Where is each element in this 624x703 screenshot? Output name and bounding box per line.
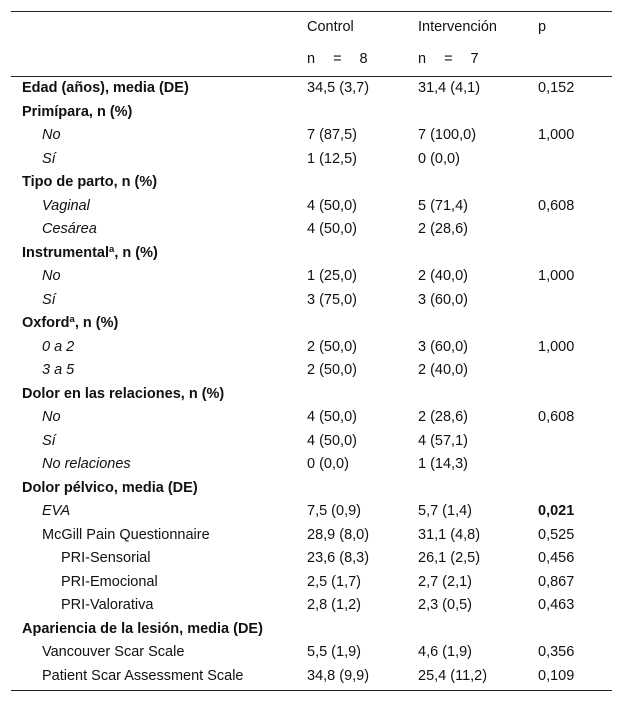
table-row	[11, 218, 612, 241]
row-label: Sí	[42, 291, 56, 308]
n-equals: =	[444, 51, 453, 67]
cell-intervencion: 26,1 (2,5)	[418, 550, 481, 566]
row-label: McGill Pain Questionnaire	[42, 526, 210, 543]
n-label: n	[418, 51, 427, 67]
footnote-marker: a	[69, 314, 75, 325]
n-equals: =	[333, 51, 342, 67]
row-label: PRI-Emocional	[61, 573, 158, 590]
table-row	[11, 265, 612, 288]
table-row	[11, 571, 612, 594]
cell-control: 4 (50,0)	[307, 409, 357, 425]
cell-intervencion: 2 (28,6)	[418, 221, 468, 237]
header-control: Control	[307, 19, 354, 35]
cell-p: 0,867	[538, 573, 575, 590]
table-row	[11, 383, 612, 406]
table-row	[11, 148, 612, 171]
table-row	[11, 641, 612, 664]
table-row	[11, 312, 612, 335]
row-label: Patient Scar Assessment Scale	[42, 667, 244, 684]
cell-control: 2 (50,0)	[307, 338, 357, 355]
row-label: 0 a 2	[42, 338, 75, 355]
cell-intervencion: 4,6 (1,9)	[418, 644, 472, 660]
cell-control: 34,5 (3,7)	[307, 80, 370, 96]
table-row	[11, 242, 612, 265]
cell-control: 7 (87,5)	[307, 127, 357, 143]
row-label: Edad (años), media (DE)	[22, 80, 189, 96]
cell-control: 28,9 (8,0)	[307, 526, 370, 543]
row-label: Sí	[42, 432, 56, 449]
cell-control: 2,8 (1,2)	[307, 597, 361, 613]
row-label: No	[42, 409, 61, 425]
row-label: Vancouver Scar Scale	[42, 644, 185, 660]
top-rule	[11, 11, 612, 12]
cell-p: 1,000	[538, 338, 575, 355]
table-row	[11, 289, 612, 312]
n-intervencion	[418, 48, 479, 71]
row-label: PRI-Valorativa	[61, 597, 154, 613]
table-row	[11, 594, 612, 617]
cell-intervencion: 2 (40,0)	[418, 268, 468, 284]
cell-p-significant: 0,021	[538, 503, 575, 519]
n-control	[307, 48, 368, 71]
cell-control: 23,6 (8,3)	[307, 550, 370, 566]
cell-intervencion: 5 (71,4)	[418, 197, 468, 214]
header-n-row	[11, 48, 612, 71]
cell-intervencion: 2,7 (2,1)	[418, 573, 472, 590]
section-label: Dolor pélvico, media (DE)	[22, 479, 198, 496]
table-row	[11, 430, 612, 453]
bottom-rule	[11, 690, 612, 691]
cell-intervencion: 4 (57,1)	[418, 432, 468, 449]
cell-intervencion: 5,7 (1,4)	[418, 503, 472, 519]
cell-p: 0,356	[538, 644, 575, 660]
row-label: No	[42, 268, 61, 284]
cell-intervencion: 31,4 (4,1)	[418, 80, 481, 96]
n-control-value: 8	[359, 51, 368, 67]
cell-control: 5,5 (1,9)	[307, 644, 361, 660]
section-label-text: Instrumental	[22, 244, 110, 261]
cell-control: 4 (50,0)	[307, 432, 357, 449]
cell-control: 2 (50,0)	[307, 362, 357, 378]
table-row	[11, 101, 612, 124]
cell-intervencion: 3 (60,0)	[418, 338, 468, 355]
row-label: No	[42, 127, 61, 143]
cell-p: 0,608	[538, 409, 575, 425]
row-label: No relaciones	[42, 456, 131, 472]
section-label: Apariencia de la lesión, media (DE)	[22, 620, 263, 637]
cell-control: 34,8 (9,9)	[307, 667, 370, 684]
cell-p: 0,525	[538, 526, 575, 543]
cell-intervencion: 25,4 (11,2)	[418, 667, 488, 684]
cell-intervencion: 0 (0,0)	[418, 150, 460, 167]
table-row	[11, 547, 612, 570]
table-row	[11, 477, 612, 500]
header-intervencion: Intervención	[418, 19, 497, 35]
row-label: Cesárea	[42, 221, 97, 237]
table-row	[11, 453, 612, 476]
cell-control: 1 (25,0)	[307, 268, 357, 284]
cell-intervencion: 31,1 (4,8)	[418, 526, 481, 543]
table-row	[11, 618, 612, 641]
cell-intervencion: 2,3 (0,5)	[418, 597, 472, 613]
section-label-suffix: , n (%)	[74, 315, 119, 331]
cell-control: 7,5 (0,9)	[307, 503, 361, 519]
cell-intervencion: 1 (14,3)	[418, 456, 468, 472]
row-label: Vaginal	[42, 197, 90, 214]
section-label	[22, 242, 158, 265]
header-row	[11, 16, 612, 39]
cell-p: 0,608	[538, 197, 575, 214]
cell-intervencion: 3 (60,0)	[418, 291, 468, 308]
table-row	[11, 665, 612, 688]
cell-p: 0,456	[538, 550, 575, 566]
table-row	[11, 524, 612, 547]
table-row	[11, 124, 612, 147]
section-label-suffix: , n (%)	[114, 244, 158, 261]
section-label	[22, 312, 118, 335]
n-label: n	[307, 51, 316, 67]
cell-control: 4 (50,0)	[307, 221, 357, 237]
table-row	[11, 77, 612, 100]
footnote-marker: a	[109, 243, 115, 255]
cell-intervencion: 7 (100,0)	[418, 127, 477, 143]
cell-control: 2,5 (1,7)	[307, 573, 361, 590]
section-label-text: Oxford	[22, 315, 70, 331]
row-label: 3 a 5	[42, 362, 75, 378]
table-row	[11, 195, 612, 218]
cell-control: 3 (75,0)	[307, 291, 357, 308]
table-row	[11, 171, 612, 194]
cell-intervencion: 2 (28,6)	[418, 409, 468, 425]
row-label: EVA	[42, 503, 71, 519]
table-row	[11, 359, 612, 382]
cell-control: 4 (50,0)	[307, 197, 357, 214]
section-label: Primípara, n (%)	[22, 103, 133, 120]
cell-control: 1 (12,5)	[307, 150, 357, 167]
cell-intervencion: 2 (40,0)	[418, 362, 468, 378]
table-row	[11, 336, 612, 359]
cell-p: 0,463	[538, 597, 575, 613]
n-intervencion-value: 7	[470, 51, 479, 67]
cell-p: 0,109	[538, 667, 575, 684]
section-label: Dolor en las relaciones, n (%)	[22, 385, 225, 402]
cell-p: 1,000	[538, 127, 575, 143]
table-row	[11, 406, 612, 429]
cell-p: 1,000	[538, 268, 575, 284]
cell-p: 0,152	[538, 80, 575, 96]
header-p: p	[538, 19, 547, 35]
cell-control: 0 (0,0)	[307, 456, 349, 472]
table-row	[11, 500, 612, 523]
row-label: Sí	[42, 150, 56, 167]
row-label: PRI-Sensorial	[61, 550, 151, 566]
section-label: Tipo de parto, n (%)	[22, 174, 158, 190]
